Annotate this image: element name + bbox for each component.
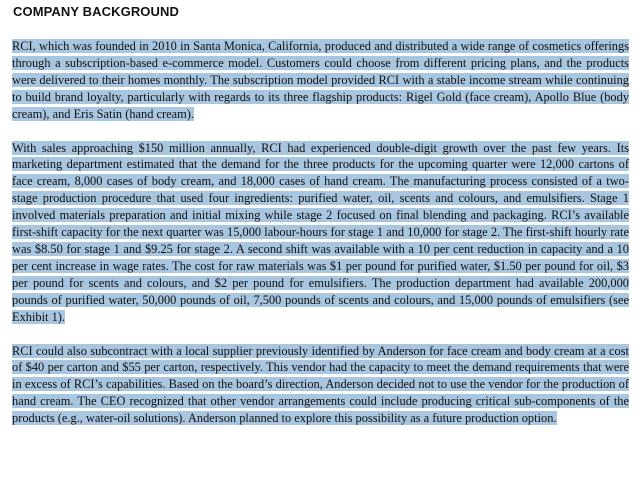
paragraph-founding[interactable] [12, 38, 629, 123]
section-heading: COMPANY BACKGROUND [13, 4, 179, 19]
paragraph-subcontract[interactable] [12, 343, 629, 428]
selected-text[interactable]: RCI could also subcontract with a local supplier previously identified by Anderson for face cream and body cream at a cost of $40 per carton and $55 per carton, respectively. This vendor had the capacity to meet the demand requirements that were in excess of RCI’s capabilities. Based on the board’s direction, Anderson decided not to use the vendor for the production of hand cream. The CEO recognized that other vendor arrangements could include producing critical sub-components of the products (e.g., water-oil solutions). Anderson planned to explore this possibility as a future production option. [12, 343, 629, 426]
paragraph-operations[interactable] [12, 140, 629, 326]
selected-text[interactable]: With sales approaching $150 million annually, RCI had experienced double-digit growth over the past few years. Its marketing department estimated that the demand for the three products for the upcoming quarter were 12,000 cartons of face cream, 8,000 cases of body cream, and 18,000 cases of hand cream. The manufacturing process consisted of a two-stage production procedure that used four ingredients: purified water, oil, scents and colours, and emulsifiers. Stage 1 involved materials preparation and initial mixing while stage 2 focused on final blending and packaging. RCI’s available first-shift capacity for the next quarter was 15,000 labour-hours for stage 1 and 10,000 for stage 2. The first-shift hourly rate was $8.50 for stage 1 and $9.25 for stage 2. A second shift was available with a 10 per cent reduction in capacity and a 10 per cent increase in wage rates. The cost for raw materials was $1 per pound for purified water, $1.50 per pound for oil, $3 per pound for scents and colours, and $2 per pound for emulsifiers. The production department had available 200,000 pounds of purified water, 50,000 pounds of oil, 7,500 pounds of scents and colours, and 15,000 pounds of emulsifiers (see Exhibit 1). [12, 140, 629, 324]
selected-text[interactable]: RCI, which was founded in 2010 in Santa Monica, California, produced and distributed a wide range of cosmetics offerings through a subscription-based e-commerce model. Customers could choose from different pricing plans, and the products were delivered to their homes monthly. The subscription model provided RCI with a stable income stream while continuing to build brand loyalty, particularly with regards to its three flagship products: Rigel Gold (face cream), Apollo Blue (body cream), and Eris Satin (hand cream). [12, 39, 629, 121]
